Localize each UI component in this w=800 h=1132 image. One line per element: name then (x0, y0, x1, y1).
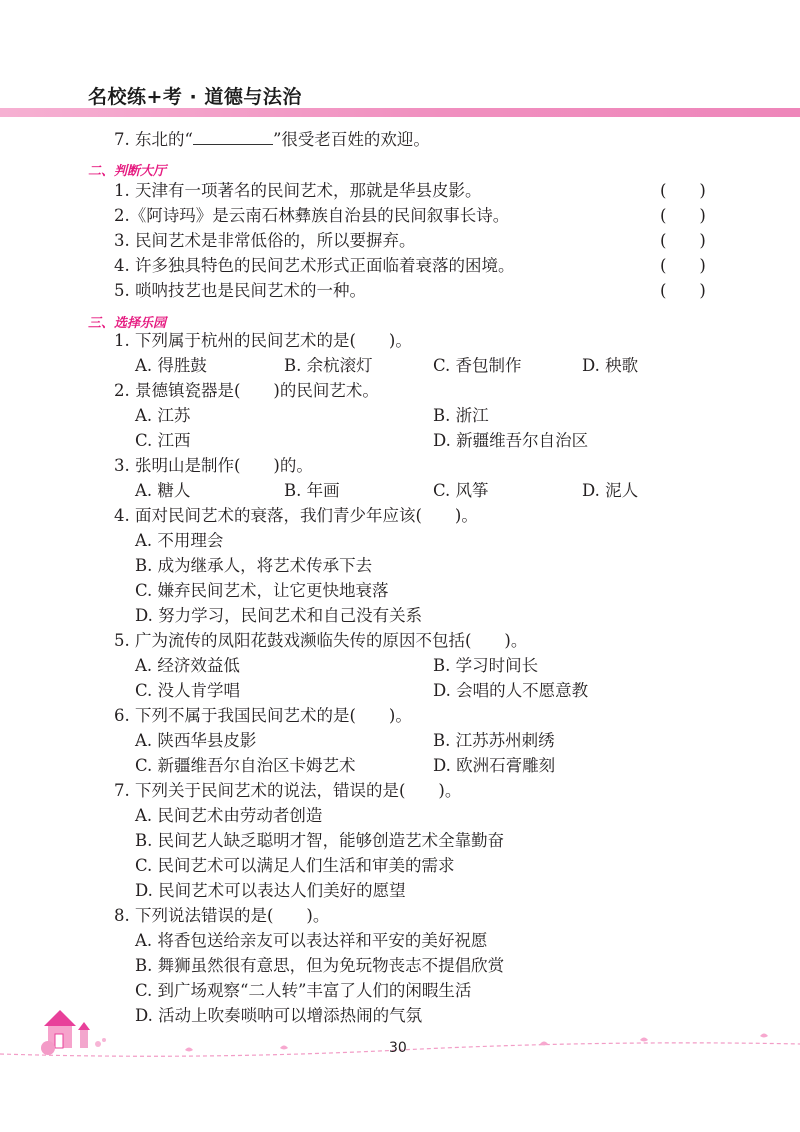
tf-item-4: 4. 许多独具特色的民间艺术形式正面临着衰落的困境。 (114, 256, 515, 275)
mc-question-2: 2. 景德镇瓷器是( )的民间艺术。 (114, 381, 379, 400)
q6-option-a[interactable]: A. 陕西华县皮影 (135, 731, 257, 750)
tf-item-2: 2.《阿诗玛》是云南石林彝族自治县的民间叙事长诗。 (114, 206, 510, 225)
q5-option-a[interactable]: A. 经济效益低 (135, 656, 240, 675)
mc-question-8: 8. 下列说法错误的是( )。 (114, 906, 330, 925)
mc-question-4: 4. 面对民间艺术的衰落，我们青少年应该( )。 (114, 506, 478, 525)
section-title-multiple-choice: 三、选择乐园 (88, 316, 167, 331)
mc-question-3: 3. 张明山是制作( )的。 (114, 456, 313, 475)
tf-item-5: 5. 唢呐技艺也是民间艺术的一种。 (114, 281, 366, 300)
header-bar (0, 108, 800, 117)
tf-answer-paren-3[interactable]: ( ) (660, 231, 706, 250)
q4-option-b[interactable]: B. 成为继承人，将艺术传承下去 (135, 556, 373, 575)
q1-option-d[interactable]: D. 秧歌 (582, 356, 639, 375)
q5-option-b[interactable]: B. 学习时间长 (433, 656, 539, 675)
tf-answer-paren-1[interactable]: ( ) (660, 181, 706, 200)
q7-option-a[interactable]: A. 民间艺术由劳动者创造 (135, 806, 323, 825)
q2-option-a[interactable]: A. 江苏 (135, 406, 191, 425)
section-title-true-false: 二、判断大厅 (88, 164, 167, 179)
q5-option-d[interactable]: D. 会唱的人不愿意教 (433, 681, 589, 700)
tf-answer-paren-5[interactable]: ( ) (660, 281, 706, 300)
q1-option-b[interactable]: B. 余杭滚灯 (284, 356, 373, 375)
q6-option-b[interactable]: B. 江苏苏州刺绣 (433, 731, 555, 750)
mc-question-1: 1. 下列属于杭州的民间艺术的是( )。 (114, 331, 412, 350)
q6-option-d[interactable]: D. 欧洲石膏雕刻 (433, 756, 556, 775)
mc-question-6: 6. 下列不属于我国民间艺术的是( )。 (114, 706, 412, 725)
q8-option-c[interactable]: C. 到广场观察“二人转”丰富了人们的闲暇生活 (135, 981, 472, 1000)
q8-option-b[interactable]: B. 舞狮虽然很有意思，但为免玩物丧志不提倡欣赏 (135, 956, 505, 975)
page-number: 30 (389, 1040, 407, 1056)
tf-item-3: 3. 民间艺术是非常低俗的，所以要摒弃。 (114, 231, 416, 250)
q2-option-d[interactable]: D. 新疆维吾尔自治区 (433, 431, 589, 450)
house-decoration-icon (40, 1008, 110, 1058)
page-header-title: 名校练+考 · 道德与法治 (88, 86, 302, 108)
q1-option-a[interactable]: A. 得胜鼓 (135, 356, 207, 375)
tf-item-1: 1. 天津有一项著名的民间艺术，那就是华县皮影。 (114, 181, 482, 200)
fill-blank-question-7 (114, 128, 430, 151)
answer-blank[interactable] (193, 128, 273, 145)
tf-answer-paren-2[interactable]: ( ) (660, 206, 706, 225)
tf-answer-paren-4[interactable]: ( ) (660, 256, 706, 275)
q6-option-c[interactable]: C. 新疆维吾尔自治区卡姆艺术 (135, 756, 356, 775)
q3-option-c[interactable]: C. 风筝 (433, 481, 489, 500)
q8-option-d[interactable]: D. 活动上吹奏唢呐可以增添热闹的气氛 (135, 1006, 423, 1025)
mc-question-7: 7. 下列关于民间艺术的说法，错误的是( )。 (114, 781, 462, 800)
q7-option-b[interactable]: B. 民间艺人缺乏聪明才智，能够创造艺术全靠勤奋 (135, 831, 505, 850)
q4-option-c[interactable]: C. 嫌弃民间艺术，让它更快地衰落 (135, 581, 389, 600)
q2-option-c[interactable]: C. 江西 (135, 431, 191, 450)
q2-option-b[interactable]: B. 浙江 (433, 406, 489, 425)
q7-option-c[interactable]: C. 民间艺术可以满足人们生活和审美的需求 (135, 856, 455, 875)
q7-option-d[interactable]: D. 民间艺术可以表达人们美好的愿望 (135, 881, 406, 900)
q3-option-d[interactable]: D. 泥人 (582, 481, 639, 500)
q1-option-c[interactable]: C. 香包制作 (433, 356, 522, 375)
q7-prefix: 7. 东北的“ (114, 130, 193, 149)
q5-option-c[interactable]: C. 没人肯学唱 (135, 681, 241, 700)
q3-option-a[interactable]: A. 糖人 (135, 481, 191, 500)
mc-question-5: 5. 广为流传的凤阳花鼓戏濒临失传的原因不包括( )。 (114, 631, 528, 650)
q7-suffix: ”很受老百姓的欢迎。 (272, 130, 430, 149)
q4-option-d[interactable]: D. 努力学习，民间艺术和自己没有关系 (135, 606, 423, 625)
q3-option-b[interactable]: B. 年画 (284, 481, 340, 500)
q8-option-a[interactable]: A. 将香包送给亲友可以表达祥和平安的美好祝愿 (135, 931, 488, 950)
q4-option-a[interactable]: A. 不用理会 (135, 531, 224, 550)
